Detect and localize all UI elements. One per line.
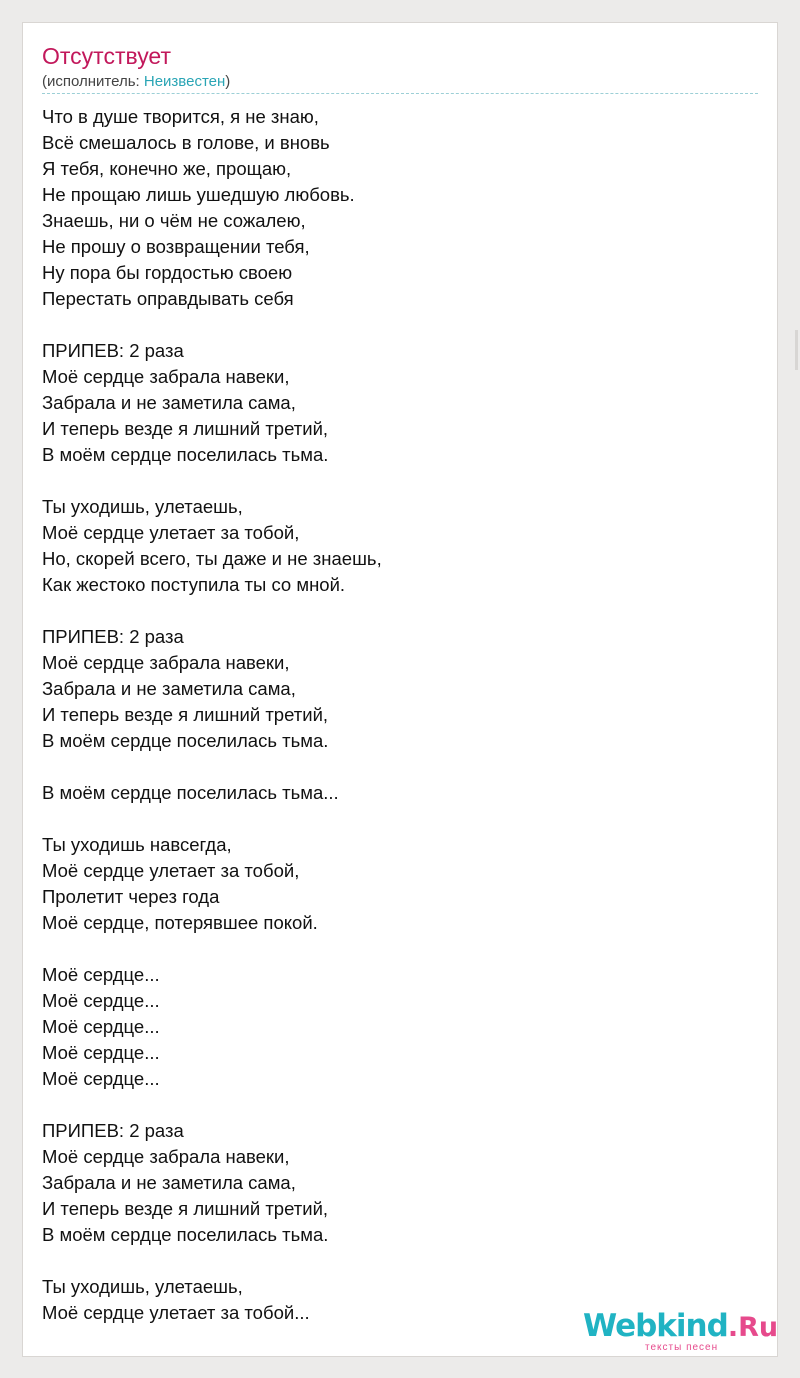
title-divider (42, 93, 758, 94)
lyrics-line: Но, скорей всего, ты даже и не знаешь, (42, 548, 382, 569)
lyrics-blank-line (42, 806, 742, 832)
logo-tld: .Ru (727, 1312, 779, 1343)
site-logo[interactable] (583, 1310, 778, 1344)
lyrics-line: Моё сердце... (42, 1042, 160, 1063)
lyrics-blank-line (42, 754, 742, 780)
lyrics-line: Моё сердце улетает за тобой... (42, 1302, 310, 1323)
lyrics-blank-line (42, 1248, 742, 1274)
lyrics-line: Ну пора бы гордостью своею (42, 262, 293, 283)
lyrics-line: Как жестоко поступила ты со мной. (42, 574, 346, 595)
lyrics-line: И теперь везде я лишний третий, (42, 418, 329, 439)
artist-suffix: ) (225, 73, 231, 90)
lyrics-line: Ты уходишь навсегда, (42, 834, 232, 855)
lyrics-line: Моё сердце... (42, 964, 160, 985)
lyrics-line: Ты уходишь, улетаешь, (42, 496, 243, 517)
scrollbar-edge (795, 330, 798, 370)
lyrics-blank-line (42, 936, 742, 962)
logo-main: Webkind (583, 1308, 728, 1344)
lyrics-block (42, 104, 742, 1326)
lyrics-line: Перестать оправдывать себя (42, 288, 294, 309)
lyrics-blank-line (42, 1092, 742, 1118)
lyrics-line: Моё сердце... (42, 1016, 160, 1037)
lyrics-line: Моё сердце, потерявшее покой. (42, 912, 318, 933)
lyrics-line: Ты уходишь, улетаешь, (42, 1276, 243, 1297)
lyrics-line: В моём сердце поселилась тьма. (42, 444, 329, 465)
lyrics-line: Забрала и не заметила сама, (42, 392, 296, 413)
lyrics-line: Что в душе творится, я не знаю, (42, 106, 319, 127)
lyrics-line: Моё сердце забрала навеки, (42, 1146, 290, 1167)
lyrics-line: И теперь везде я лишний третий, (42, 704, 329, 725)
lyrics-line: Забрала и не заметила сама, (42, 1172, 296, 1193)
lyrics-line: Не прошу о возвращении тебя, (42, 236, 310, 257)
lyrics-line: Всё смешалось в голове, и вновь (42, 132, 330, 153)
lyrics-line: Не прощаю лишь ушедшую любовь. (42, 184, 355, 205)
lyrics-line: Моё сердце улетает за тобой, (42, 860, 300, 881)
lyrics-blank-line (42, 312, 742, 338)
lyrics-blank-line (42, 468, 742, 494)
lyrics-line: Моё сердце... (42, 990, 160, 1011)
lyrics-line: Моё сердце... (42, 1068, 160, 1089)
lyrics-line: Моё сердце улетает за тобой, (42, 522, 300, 543)
artist-prefix: (исполнитель: (42, 73, 144, 90)
lyrics-line: В моём сердце поселилась тьма... (42, 782, 339, 803)
lyrics-line: Знаешь, ни о чём не сожалею, (42, 210, 306, 231)
lyrics-line: Моё сердце забрала навеки, (42, 652, 290, 673)
lyrics-line: В моём сердце поселилась тьма. (42, 1224, 329, 1245)
lyrics-line: Я тебя, конечно же, прощаю, (42, 158, 292, 179)
lyrics-line: ПРИПЕВ: 2 раза (42, 340, 184, 361)
lyrics-line: В моём сердце поселилась тьма. (42, 730, 329, 751)
artist-line (42, 73, 230, 91)
lyrics-line: Моё сердце забрала навеки, (42, 366, 290, 387)
lyrics-line: Забрала и не заметила сама, (42, 678, 296, 699)
lyrics-line: ПРИПЕВ: 2 раза (42, 1120, 184, 1141)
lyrics-line: Пролетит через года (42, 886, 220, 907)
song-title: Отсутствует (42, 43, 171, 69)
lyrics-blank-line (42, 598, 742, 624)
logo-tagline: тексты песен (645, 1342, 719, 1353)
lyrics-line: И теперь везде я лишний третий, (42, 1198, 329, 1219)
lyrics-line: ПРИПЕВ: 2 раза (42, 626, 184, 647)
artist-link[interactable]: Неизвестен (143, 73, 226, 90)
